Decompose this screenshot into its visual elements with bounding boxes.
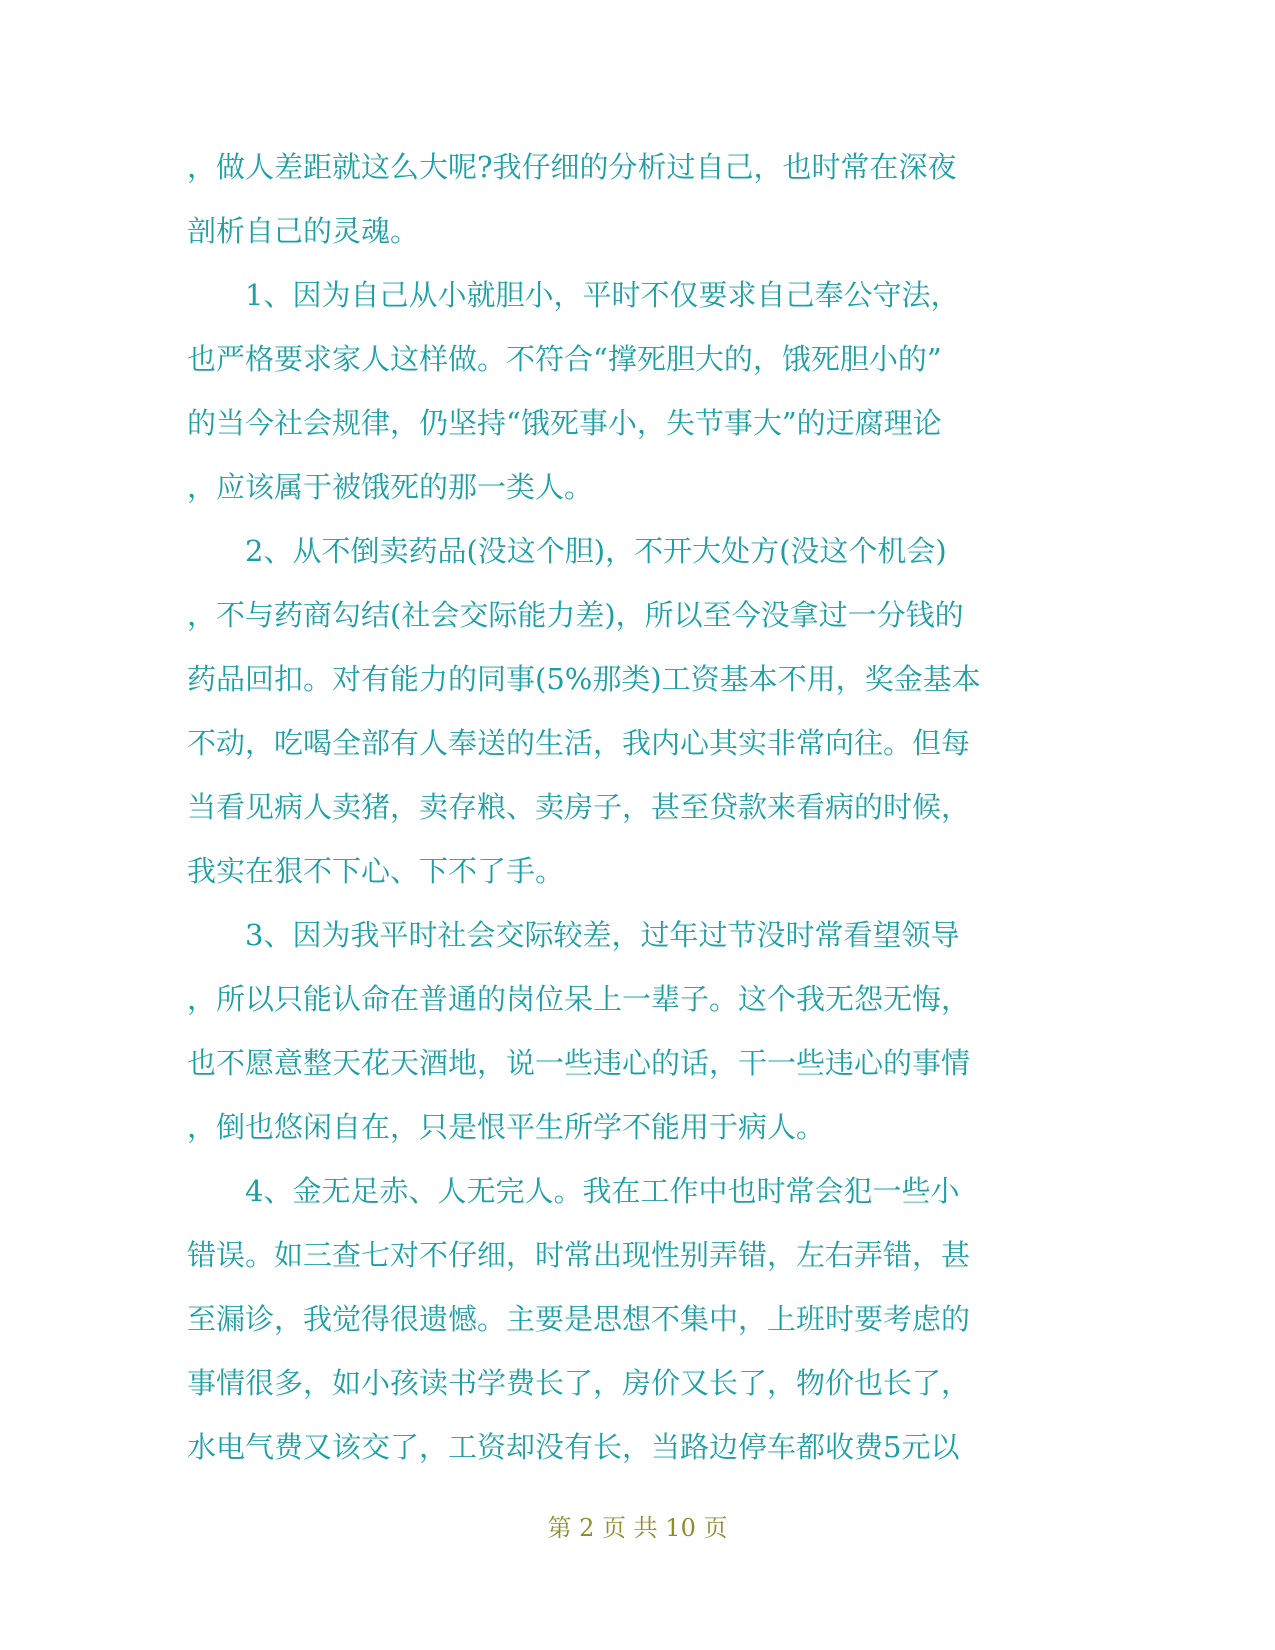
text-line: ，做人差距就这么大呢?我仔细的分析过自己，也时常在深夜: [187, 150, 957, 184]
paragraph-start-line: 2、从不倒卖药品(没这个胆)，不开大处方(没这个机会): [245, 534, 947, 568]
paragraph-start-line: 3、因为我平时社会交际较差，过年过节没时常看望领导: [245, 918, 960, 952]
text-line: 的当今社会规律，仍坚持“饿死事小，失节事大”的迂腐理论: [187, 406, 942, 440]
text-line: 也不愿意整天花天酒地，说一些违心的话，干一些违心的事情: [187, 1046, 971, 1080]
text-line: 事情很多，如小孩读书学费长了，房价又长了，物价也长了，: [187, 1366, 971, 1400]
text-line: ，不与药商勾结(社会交际能力差)，所以至今没拿过一分钱的: [187, 598, 964, 632]
text-line: ，所以只能认命在普通的岗位呆上一辈子。这个我无怨无悔，: [187, 982, 971, 1016]
text-line: 至漏诊，我觉得很遗憾。主要是思想不集中，上班时要考虑的: [187, 1302, 971, 1336]
text-line: 不动，吃喝全部有人奉送的生活，我内心其实非常向往。但每: [187, 726, 971, 760]
text-line: 我实在狠不下心、下不了手。: [187, 854, 565, 888]
text-line: 错误。如三查七对不仔细，时常出现性别弄错，左右弄错，甚: [187, 1238, 971, 1272]
paragraph-start-line: 4、金无足赤、人无完人。我在工作中也时常会犯一些小: [245, 1174, 960, 1208]
text-line: ，倒也悠闲自在，只是恨平生所学不能用于病人。: [187, 1110, 826, 1144]
text-line: 也严格要求家人这样做。不符合“撑死胆大的，饿死胆小的”: [187, 342, 942, 376]
text-line: 当看见病人卖猪，卖存粮、卖房子，甚至贷款来看病的时候，: [187, 790, 971, 824]
text-line: 药品回扣。对有能力的同事(5%那类)工资基本不用，奖金基本: [187, 662, 981, 696]
paragraph-start-line: 1、因为自己从小就胆小，平时不仅要求自己奉公守法，: [245, 278, 960, 312]
body-text: [187, 135, 1077, 1479]
page-number-footer: 第 2 页 共 10 页: [547, 1514, 728, 1542]
text-line: ，应该属于被饿死的那一类人。: [187, 470, 594, 504]
text-line: 水电气费又该交了，工资却没有长，当路边停车都收费5元以: [187, 1430, 960, 1464]
text-line: 剖析自己的灵魂。: [187, 214, 420, 248]
